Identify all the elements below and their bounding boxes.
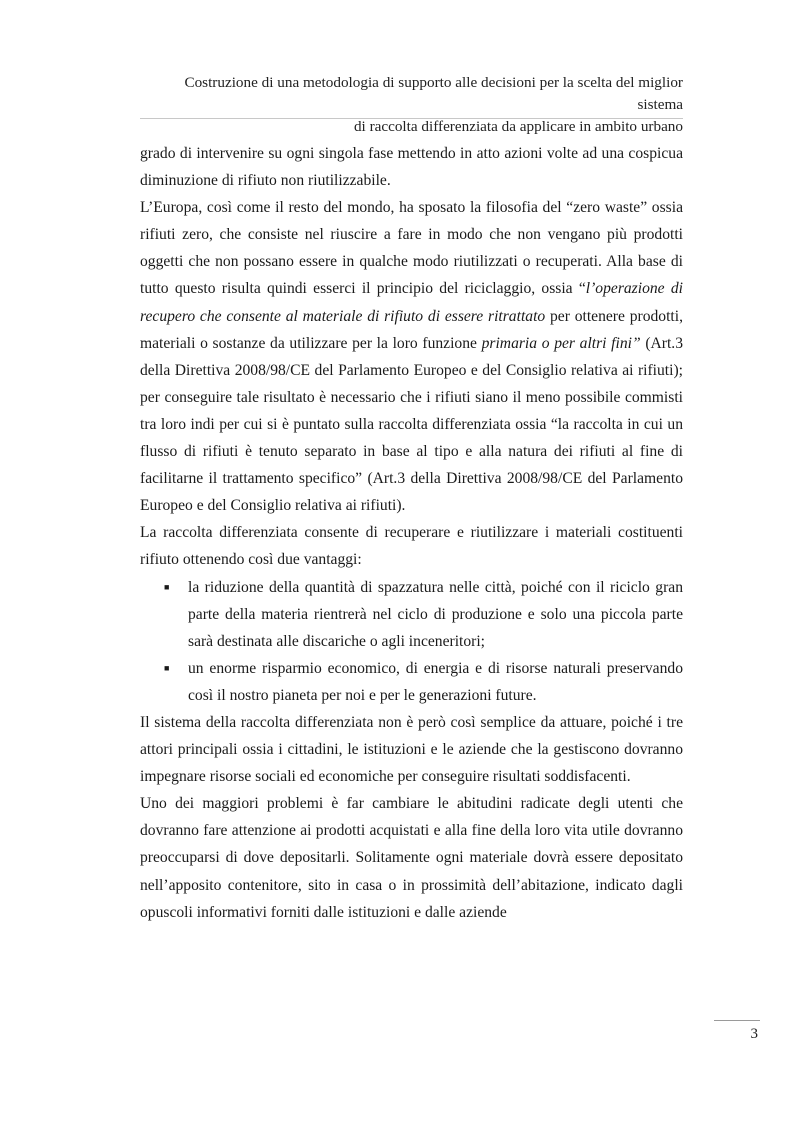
paragraph-advantages-intro: La raccolta differenziata consente di recuperare e riutilizzare i materiali costituenti rifiuto ottenendo così due vantaggi: [140, 524, 683, 569]
paragraph-zero-waste-text-2: per ottenere prodotti, materiali o sostanze da utilizzare per la loro funzione [140, 307, 683, 352]
advantages-list [140, 574, 683, 709]
paragraph-continuation: grado di intervenire su ogni singola fase mettendo in atto azioni volte ad una cospicua diminuzione di rifiuto non riutilizzabile. [140, 145, 683, 190]
list-item-text: un enorme risparmio economico, di energia e di risorse naturali preservando così il nostro pianeta per noi e per le generazioni future. [188, 659, 683, 704]
paragraph-zero-waste-text-1: L’Europa, così come il resto del mondo, ha sposato la filosofia del “zero waste” ossia rifiuti zero, che consiste nel riuscire a fare in modo che non vengano più prodotti oggetti che non possano essere in qualche modo riutilizzati o recuperati. Alla base di tutto questo risulta quindi esserci il principio del riciclaggio, ossia “ [140, 199, 683, 298]
paragraph-user-habits: Uno dei maggiori problemi è far cambiare le abitudini radicate degli utenti che dovranno fare attenzione ai prodotti acquistati e alla fine della loro vita utile dovranno preoccuparsi di dove depositarli. Solitamente ogni materiale dovrà essere depositato nell’apposito contenitore, sito in casa o in prossimità dell’abitazione, indicato dagli opuscoli informativi forniti dalle istituzioni e dalle aziende [140, 795, 683, 921]
paragraph-zero-waste [140, 194, 683, 519]
recycling-definition-quote: l’operazione di recupero che consente al materiale di rifiuto di essere ritrattato [140, 280, 683, 325]
list-item [140, 574, 683, 655]
square-bullet-icon: ■ [164, 581, 170, 592]
body-text [140, 140, 683, 926]
paragraph-zero-waste-text-3: (Art.3 della Direttiva 2008/98/CE del Parlamento Europeo e del Consiglio relativa ai rifiuti); per conseguire tale risultato è necessario che i rifiuti siano il meno possibile commisti tra loro indi per cui si è puntato sulla raccolta differenziata ossia “la raccolta in cui un flusso di rifiuti è tenuto separato in base al tipo e alla natura dei rifiuti al fine di facilitarne il trattamento specifico” (Art.3 della Direttiva 2008/98/CE del Parlamento Europeo e del Consiglio relativa ai rifiuti). [140, 334, 683, 515]
paragraph-system-difficulty: Il sistema della raccolta differenziata non è però così semplice da attuare, poiché i tre attori principali ossia i cittadini, le istituzioni e le aziende che la gestiscono dovranno impegnare risorse sociali ed economiche per conseguire risultati soddisfacenti. [140, 713, 683, 786]
list-item [140, 655, 683, 709]
recycling-definition-quote-end: primaria o per altri fini” [481, 334, 641, 352]
square-bullet-icon: ■ [164, 662, 170, 673]
running-header [140, 72, 683, 138]
header-divider [140, 118, 683, 119]
header-line-1: Costruzione di una metodologia di supporto alle decisioni per la scelta del miglior sistema [184, 74, 683, 113]
footer-divider [714, 1020, 760, 1021]
header-line-2: di raccolta differenziata da applicare in ambito urbano [353, 118, 683, 135]
page-number: 3 [750, 1026, 758, 1042]
list-item-text: la riduzione della quantità di spazzatura nelle città, poiché con il riciclo gran parte della materia rientrerà nel ciclo di produzione e solo una piccola parte sarà destinata alle discariche o agli inceneritori; [188, 578, 683, 650]
